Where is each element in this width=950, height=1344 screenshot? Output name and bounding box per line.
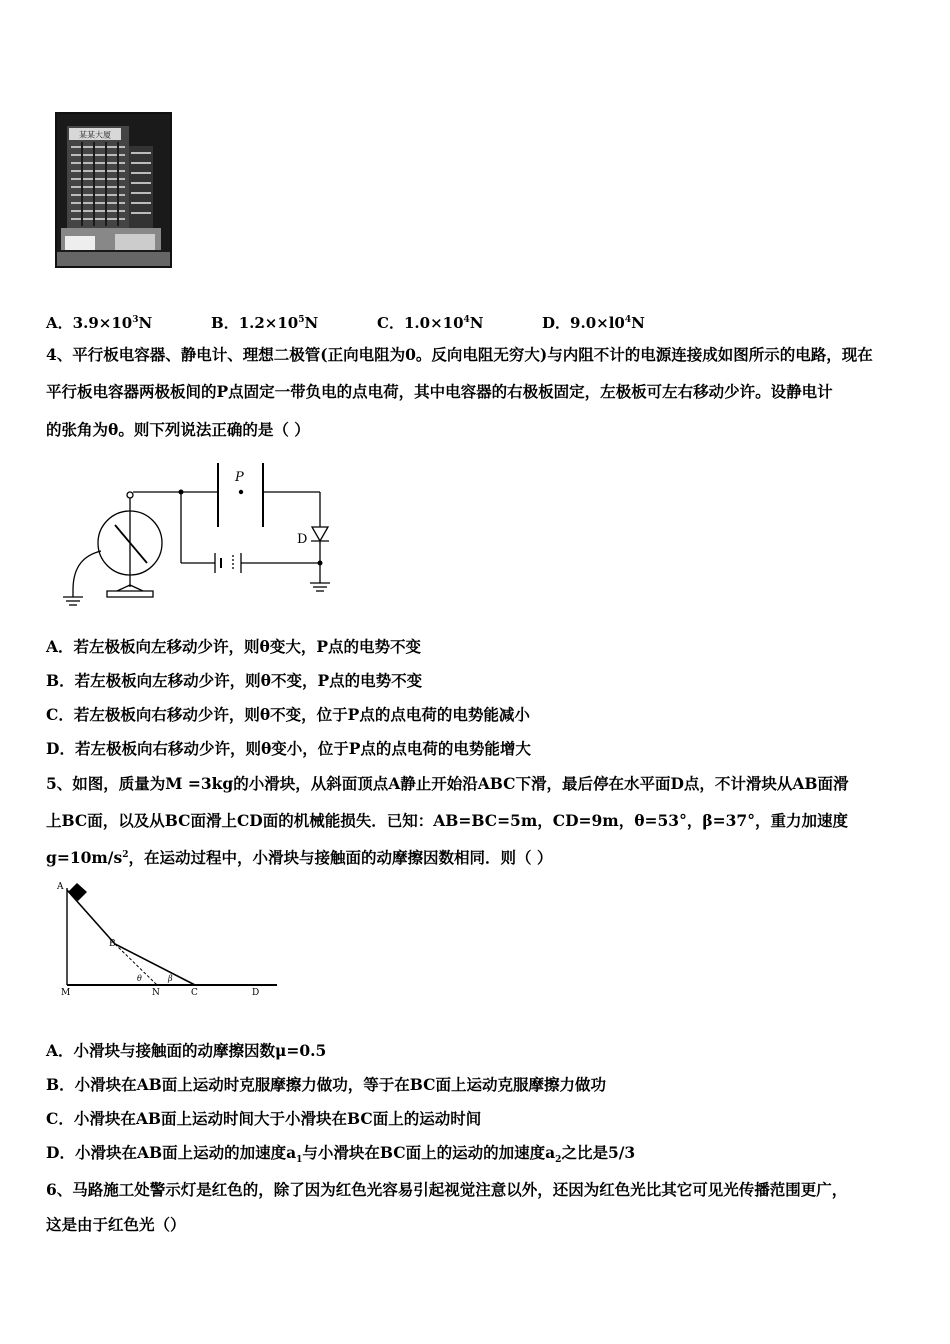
q5-incline-diagram xyxy=(55,880,285,1000)
building-photo xyxy=(55,112,172,268)
q3-option-d[interactable]: D．$9.0\times l0^4N$ xyxy=(542,314,645,332)
q4-stem-line-3: 的张角为θ。则下列说法正确的是（ ） xyxy=(46,420,310,439)
building-sign: 某某大厦 xyxy=(79,130,111,140)
label-d-point: D xyxy=(252,988,260,998)
label-p: P xyxy=(235,470,244,485)
label-n: N xyxy=(152,988,160,998)
q4-option-c[interactable]: C．若左极板向右移动少许，则θ不变，位于P点的点电荷的电势能减小 xyxy=(46,705,530,724)
point-p-marker xyxy=(239,490,243,494)
label-b: B xyxy=(109,939,116,949)
q4-circuit-diagram xyxy=(55,455,345,615)
label-beta: β xyxy=(168,974,173,983)
q5-option-c[interactable]: C．小滑块在AB面上运动时间大于小滑块在BC面上的运动时间 xyxy=(46,1109,482,1128)
label-c: C xyxy=(191,988,198,998)
q4-option-a[interactable]: A．若左极板向左移动少许，则θ变大，P点的电势不变 xyxy=(46,637,422,656)
q3-option-b[interactable]: B．$1.2\times 10^5N$ xyxy=(211,314,319,332)
q3-option-c[interactable]: C．$1.0\times 10^4N$ xyxy=(377,314,484,332)
q5-stem-line-2: 上BC面，以及从BC面滑上CD面的机械能损失．已知：AB=BC=5m，CD=9m，θ=53°，β=37°，重力加速度 xyxy=(46,811,848,830)
slider-block xyxy=(68,883,87,901)
q5-option-a[interactable]: A．小滑块与接触面的动摩擦因数μ=0.5 xyxy=(46,1041,327,1060)
electrometer-terminal xyxy=(127,492,133,498)
q5-option-d[interactable]: D．小滑块在AB面上运动的加速度$a_1$与小滑块在BC面上的运动的加速度$a_2$之比是5/3 xyxy=(46,1143,636,1166)
diode-symbol xyxy=(312,527,328,541)
electrometer-needle xyxy=(115,525,147,563)
q5-stem-line-3: $g=10m/s^2$，在运动过程中，小滑块与接触面的动摩擦因数相同．则（ ） xyxy=(46,848,553,867)
q4-option-b[interactable]: B．若左极板向左移动少许，则θ不变，P点的电势不变 xyxy=(46,671,423,690)
label-d: D xyxy=(297,532,308,547)
label-theta: θ xyxy=(137,974,142,983)
q4-stem-line-1: 4、平行板电容器、静电计、理想二极管(正向电阻为0。反向电阻无穷大)与内阻不计的电源连接成如图所示的电路，现在 xyxy=(46,345,873,364)
q3-option-a[interactable]: A．$3.9\times 10^3N$ xyxy=(46,314,153,332)
q4-option-d[interactable]: D．若左极板向右移动少许，则θ变小，位于P点的点电荷的电势能增大 xyxy=(46,739,531,758)
q6-stem-line-2: 这是由于红色光（） xyxy=(46,1215,186,1234)
label-a: A xyxy=(57,882,64,892)
label-m: M xyxy=(61,988,71,998)
q5-option-b[interactable]: B．小滑块在AB面上运动时克服摩擦力做功，等于在BC面上运动克服摩擦力做功 xyxy=(46,1075,606,1094)
q6-stem-line-1: 6、马路施工处警示灯是红色的，除了因为红色光容易引起视觉注意以外，还因为红色光比其它可见光传播范围更广， xyxy=(46,1180,848,1199)
q4-stem-line-2: 平行板电容器两极板间的P点固定一带负电的点电荷，其中电容器的右极板固定，左极板可左右移动少许。设静电计 xyxy=(46,382,833,401)
q5-stem-line-1: 5、如图，质量为M =3kg的小滑块，从斜面顶点A静止开始沿ABC下滑，最后停在水平面D点，不计滑块从AB面滑 xyxy=(46,774,849,793)
